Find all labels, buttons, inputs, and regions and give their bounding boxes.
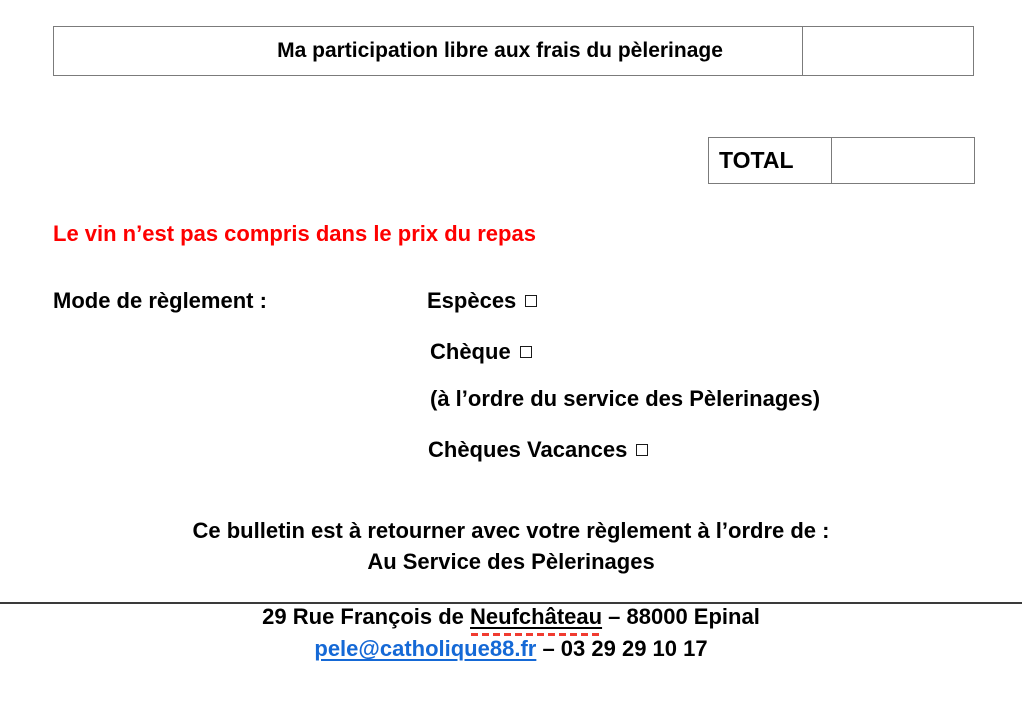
address-suffix: – 88000 Epinal <box>602 604 760 629</box>
option-especes-label: Espèces <box>427 288 517 313</box>
payment-mode-label: Mode de règlement : <box>53 288 267 313</box>
email-link[interactable]: pele@catholique88.fr <box>314 636 537 661</box>
cheque-checkbox[interactable] <box>520 346 532 358</box>
participation-amount-cell[interactable] <box>803 27 973 75</box>
contact-line <box>0 636 1022 662</box>
return-instruction-line: Ce bulletin est à retourner avec votre règlement à l’ordre de : <box>192 518 830 543</box>
total-label: TOTAL <box>719 147 794 173</box>
payee-line: Au Service des Pèlerinages <box>367 549 655 574</box>
participation-title: Ma participation libre aux frais du pèlerinage <box>277 39 723 62</box>
option-cheques-vacances-label: Chèques Vacances <box>428 437 628 462</box>
total-label-cell <box>709 138 832 183</box>
option-cheque-label: Chèque <box>430 339 511 364</box>
option-cheque <box>430 339 532 365</box>
address-line <box>0 604 1022 630</box>
option-especes <box>427 288 537 314</box>
total-table <box>708 137 975 184</box>
address-prefix: 29 Rue François de <box>262 604 471 629</box>
total-value-cell[interactable] <box>832 138 974 183</box>
phone-text: – 03 29 29 10 17 <box>536 636 708 661</box>
cheque-order-note: (à l’ordre du service des Pèlerinages) <box>430 386 821 411</box>
address-misspelled-word: Neufchâteau <box>470 604 603 629</box>
cheques-vacances-checkbox[interactable] <box>636 444 648 456</box>
option-cheques-vacances <box>428 437 648 463</box>
wine-notice: Le vin n’est pas compris dans le prix du repas <box>53 221 536 246</box>
participation-table <box>53 26 974 76</box>
participation-title-cell <box>54 27 803 75</box>
especes-checkbox[interactable] <box>525 295 537 307</box>
